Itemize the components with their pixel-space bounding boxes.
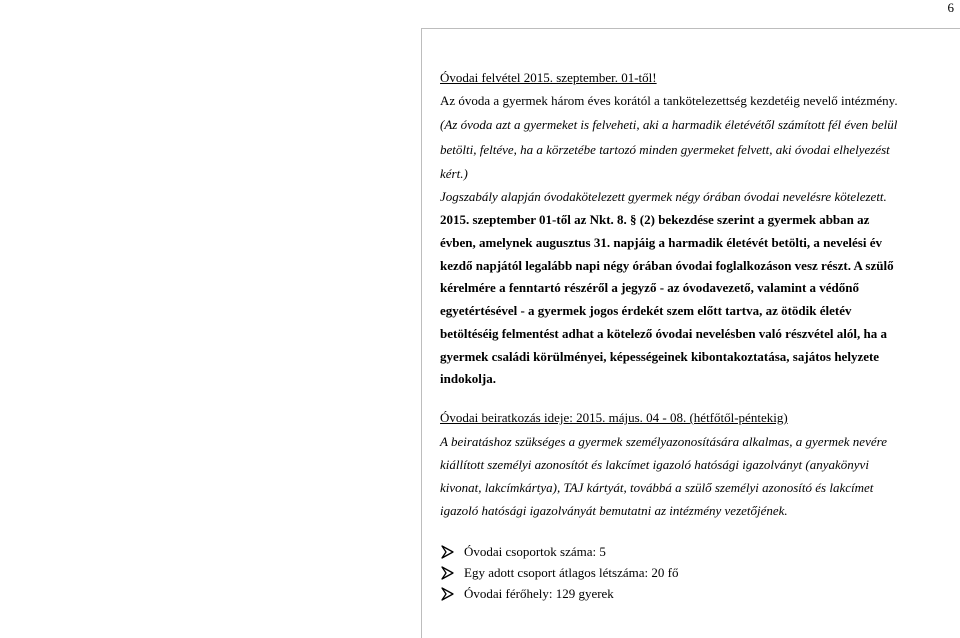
law-paragraph-line: indokolja. (440, 371, 496, 386)
bullet-text: Óvodai csoportok száma: 5 (464, 544, 606, 559)
bullet-item (440, 544, 606, 560)
page-number: 6 (947, 0, 954, 15)
law-paragraph-line: 2015. szeptember 01-től az Nkt. 8. § (2) bekezdése szerint a gyermek abban az (440, 212, 870, 227)
intro-line: Az óvoda a gyermek három éves korától a tankötelezettség kezdetéig nevelő intézmény. (440, 93, 898, 108)
bullet-item (440, 565, 678, 581)
italic-line: kért.) (440, 166, 468, 181)
bullet-text: Óvodai férőhely: 129 gyerek (464, 586, 614, 601)
section-heading-enrollment: Óvodai beiratkozás ideje: 2015. május. 04 - 08. (hétfőtől-péntekig) (440, 410, 788, 425)
bullet-item (440, 586, 614, 602)
enrollment-line: kivonat, lakcímkártya), TAJ kártyát, továbbá a szülő személyi azonosító és lakcímet (440, 480, 874, 495)
italic-line: betölti, feltéve, ha a körzetébe tartozó minden gyermeket felvett, aki óvodai elhelyezést (440, 142, 890, 157)
section-heading-admission: Óvodai felvétel 2015. szeptember. 01-től! (440, 70, 657, 85)
law-paragraph-line: egyetértésével - a gyermek jogos érdekét szem előtt tartva, az ötödik életév (440, 303, 852, 318)
enrollment-line: kiállított személyi azonosítót és lakcímet igazoló hatósági igazolványt (anyakönyvi (440, 457, 869, 472)
bullet-text: Egy adott csoport átlagos létszáma: 20 fő (464, 565, 679, 580)
arrow-bullet-icon (440, 587, 456, 601)
law-paragraph-line: kezdő napjától legalább napi négy órában óvodai foglalkozáson vesz részt. A szülő (440, 258, 894, 273)
law-paragraph-line: gyermek családi körülményei, képességeinek kibontakoztatása, sajátos helyzete (440, 349, 880, 364)
italic-line: Jogszabály alapján óvodakötelezett gyermek négy órában óvodai nevelésre kötelezett. (440, 189, 887, 204)
arrow-bullet-icon (440, 566, 456, 580)
enrollment-line: A beiratáshoz szükséges a gyermek személyazonosítására alkalmas, a gyermek nevére (440, 434, 887, 449)
law-paragraph-line: évben, amelynek augusztus 31. napjáig a harmadik életévét betölti, a nevelési év (440, 235, 882, 250)
italic-line: (Az óvoda azt a gyermeket is felveheti, aki a harmadik életévétől számított fél éven belül (440, 117, 898, 132)
enrollment-line: igazoló hatósági igazolványát bemutatni az intézmény vezetőjének. (440, 503, 788, 518)
law-paragraph-line: betöltéséig felmentést adhat a kötelező óvodai nevelésben való részvétel alól, ha a (440, 326, 887, 341)
arrow-bullet-icon (440, 545, 456, 559)
law-paragraph-line: kérelmére a fenntartó részéről a jegyző - az óvodavezető, valamint a védőnő (440, 280, 860, 295)
